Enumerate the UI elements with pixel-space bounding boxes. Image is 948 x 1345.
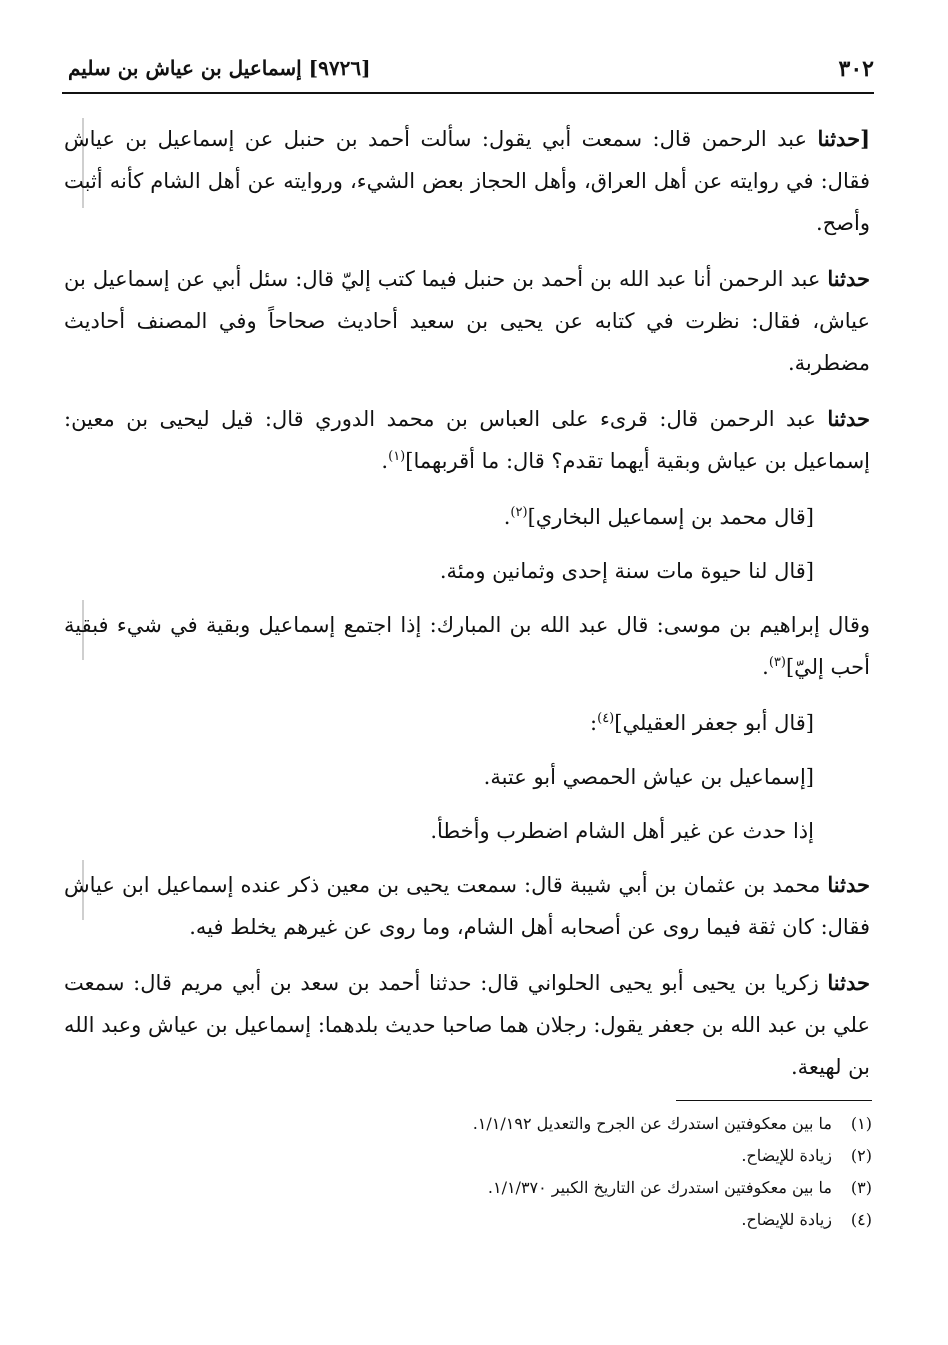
paragraph-text: [قال لنا حيوة مات سنة إحدى وثمانين ومئة. (439, 559, 814, 583)
paragraph-text: عبد الرحمن أنا عبد الله بن أحمد بن حنبل فيما كتب إليّ قال: سئل أبي عن إسماعيل بن عياش، فقال: نظرت في كتابه عن يحيى بن سعيد أحاديث صحاحاً وفي المصنف أحاديث مضطربة. (64, 267, 870, 375)
paragraph-end: . (381, 449, 389, 473)
footnote-text: زيادة للإيضاح. (741, 1210, 832, 1229)
paragraph-text: [قال محمد بن إسماعيل البخاري] (527, 505, 814, 529)
paragraph (64, 398, 870, 482)
paragraph-text: وقال إبراهيم بن موسى: قال عبد الله بن المبارك: إذا اجتمع إسماعيل وبقية في شيء فبقية أحب إليّ] (64, 613, 870, 679)
footnote (72, 1140, 872, 1172)
paragraph (64, 118, 870, 244)
page-header (62, 52, 874, 94)
footnote (72, 1204, 872, 1236)
footnote-marker: (٤) (597, 711, 615, 726)
paragraph (64, 864, 870, 948)
paragraph (64, 550, 870, 592)
paragraph (64, 962, 870, 1088)
footnote-text: ما بين معكوفتين استدرك عن الجرح والتعديل ١/١/١٩٢. (472, 1114, 832, 1133)
paragraph-text: محمد بن عثمان بن أبي شيبة قال: سمعت يحيى بن معين ذكر عنده إسماعيل ابن عياش فقال: كان ثقة فيما روى عن أصحابه أهل الشام، وما روى عن غيرهم يخلط فيه. (64, 873, 870, 939)
footnote-number: (٤) (850, 1210, 872, 1229)
paragraph-end: . (503, 505, 511, 529)
keyword-haddathana: حدثنا (827, 406, 870, 431)
paragraph-end: . (762, 655, 769, 679)
running-title: [٩٧٢٦] إسماعيل بن عياش بن سليم (68, 56, 371, 80)
paragraph-text: [إسماعيل بن عياش الحمصي أبو عتبة. (483, 765, 814, 789)
paragraph (64, 496, 870, 538)
footnote-number: (٣) (850, 1178, 872, 1197)
footnote (72, 1172, 872, 1204)
keyword-haddathana: حدثنا (827, 872, 870, 897)
keyword-haddathana: حدثنا (817, 126, 861, 151)
footnote-text: زيادة للإيضاح. (741, 1146, 832, 1165)
footnote-marker: (١) (388, 449, 406, 464)
main-text (64, 118, 870, 1102)
footnote-marker: (٣) (768, 655, 786, 670)
footnote-marker: (٢) (510, 505, 528, 520)
paragraph-text: [قال أبو جعفر العقيلي] (614, 711, 814, 735)
paragraph-text: عبد الرحمن قال: قرىء على العباس بن محمد الدوري قال: قيل ليحيى بن معين: إسماعيل بن عياش وبقية أيهما تقدم؟ قال: ما أقربهما] (64, 407, 870, 473)
keyword-haddathana: حدثنا (827, 266, 870, 291)
keyword-haddathana: حدثنا (827, 970, 870, 995)
footnote-number: (١) (850, 1114, 872, 1133)
footnote-text: ما بين معكوفتين استدرك عن التاريخ الكبير ١/١/٣٧٠. (487, 1178, 832, 1197)
paragraph (64, 258, 870, 384)
bracket-open: [ (860, 126, 870, 151)
paragraph-text: إذا حدث عن غير أهل الشام اضطرب وأخطأ. (430, 819, 814, 843)
paragraph (64, 702, 870, 744)
footnote-number: (٢) (850, 1146, 872, 1165)
paragraph-text: زكريا بن يحيى أبو يحيى الحلواني قال: حدثنا أحمد بن سعد بن أبي مريم قال: سمعت علي بن عبد الله بن جعفر يقول: رجلان هما صاحبا حديث بلدهما: إسماعيل بن عياش وعبد الله بن لهيعة. (64, 971, 870, 1079)
footnotes (72, 1108, 872, 1236)
paragraph (64, 604, 870, 688)
footnote-separator (676, 1100, 872, 1101)
paragraph-text: عبد الرحمن قال: سمعت أبي يقول: سألت أحمد بن حنبل عن إسماعيل بن عياش فقال: في روايته عن أهل العراق، وأهل الحجاز بعض الشيء، وروايته عن أهل الشام كأنه أثبت وأصح. (64, 127, 870, 235)
paragraph-end: : (590, 711, 598, 735)
paragraph (64, 810, 870, 852)
footnote (72, 1108, 872, 1140)
page-number: ٣٠٢ (838, 56, 874, 82)
paragraph (64, 756, 870, 798)
